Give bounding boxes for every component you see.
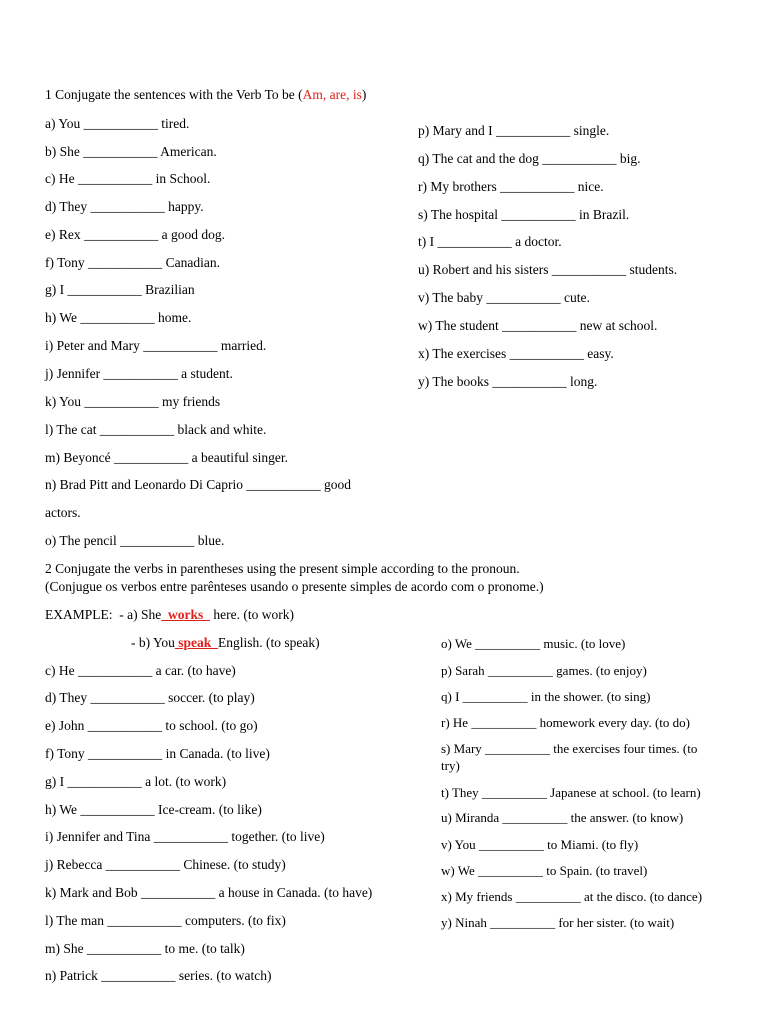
example-a-answer: works bbox=[161, 607, 210, 622]
s1-item-v: v) The baby ___________ cute. bbox=[418, 290, 590, 305]
s1-item-s: s) The hospital ___________ in Brazil. bbox=[418, 207, 630, 222]
s2-item-t: t) They __________ Japanese at school. (to learn) bbox=[441, 785, 701, 800]
section2-subtitle: (Conjugue os verbos entre parênteses usando o presente simples de acordo com o pronome.) bbox=[45, 579, 544, 594]
s2-item-j: j) Rebecca ___________ Chinese. (to study) bbox=[45, 857, 286, 872]
section2-title: 2 Conjugate the verbs in parentheses using the present simple according to the pronoun. bbox=[45, 561, 520, 576]
s2-item-v: v) You __________ to Miami. (to fly) bbox=[441, 837, 639, 852]
s2-item-l: l) The man ___________ computers. (to fix) bbox=[45, 913, 286, 928]
s1-item-i: i) Peter and Mary ___________ married. bbox=[45, 338, 267, 353]
s2-item-n: n) Patrick ___________ series. (to watch) bbox=[45, 968, 272, 983]
s1-item-f: f) Tony ___________ Canadian. bbox=[45, 255, 221, 270]
s2-item-s-continued: try) bbox=[441, 758, 460, 773]
example-a-prefix: - a) She bbox=[119, 607, 162, 622]
example-label: EXAMPLE: bbox=[45, 607, 113, 622]
example-b-suffix: English. (to speak) bbox=[218, 635, 320, 650]
s2-item-g: g) I ___________ a lot. (to work) bbox=[45, 774, 227, 789]
s1-item-y: y) The books ___________ long. bbox=[418, 374, 598, 389]
s2-item-d: d) They ___________ soccer. (to play) bbox=[45, 690, 255, 705]
example-a-suffix: here. (to work) bbox=[210, 607, 294, 622]
s1-item-g: g) I ___________ Brazilian bbox=[45, 282, 195, 297]
section1-title bbox=[45, 87, 366, 103]
s2-item-p: p) Sarah __________ games. (to enjoy) bbox=[441, 663, 647, 678]
s2-item-h: h) We ___________ Ice-cream. (to like) bbox=[45, 802, 262, 817]
s1-item-p: p) Mary and I ___________ single. bbox=[418, 123, 610, 138]
s1-item-k: k) You ___________ my friends bbox=[45, 394, 221, 409]
s2-item-m: m) She ___________ to me. (to talk) bbox=[45, 941, 245, 956]
s1-item-d: d) They ___________ happy. bbox=[45, 199, 204, 214]
s2-item-y: y) Ninah __________ for her sister. (to wait) bbox=[441, 915, 675, 930]
s1-item-j: j) Jennifer ___________ a student. bbox=[45, 366, 233, 381]
s2-item-k: k) Mark and Bob ___________ a house in Canada. (to have) bbox=[45, 885, 373, 900]
section1-title-highlight: Am, are, is bbox=[302, 87, 362, 102]
example-a bbox=[45, 607, 294, 623]
s1-item-e: e) Rex ___________ a good dog. bbox=[45, 227, 225, 242]
s2-item-q: q) I __________ in the shower. (to sing) bbox=[441, 689, 651, 704]
example-b-answer: speak bbox=[174, 635, 219, 650]
s2-item-f: f) Tony ___________ in Canada. (to live) bbox=[45, 746, 270, 761]
s2-item-u: u) Miranda __________ the answer. (to know) bbox=[441, 810, 684, 825]
s1-item-b: b) She ___________ American. bbox=[45, 144, 217, 159]
s2-item-x: x) My friends __________ at the disco. (to dance) bbox=[441, 889, 703, 904]
s1-item-w: w) The student ___________ new at school. bbox=[418, 318, 658, 333]
s2-item-c: c) He ___________ a car. (to have) bbox=[45, 663, 236, 678]
s1-item-m: m) Beyoncé ___________ a beautiful singer. bbox=[45, 450, 288, 465]
example-b-prefix: - b) You bbox=[131, 635, 175, 650]
s1-item-x: x) The exercises ___________ easy. bbox=[418, 346, 614, 361]
s2-item-o: o) We __________ music. (to love) bbox=[441, 636, 626, 651]
s1-item-o: o) The pencil ___________ blue. bbox=[45, 533, 225, 548]
s1-item-a: a) You ___________ tired. bbox=[45, 116, 190, 131]
s1-item-c: c) He ___________ in School. bbox=[45, 171, 211, 186]
s2-item-e: e) John ___________ to school. (to go) bbox=[45, 718, 258, 733]
s1-item-q: q) The cat and the dog ___________ big. bbox=[418, 151, 641, 166]
s1-item-n: n) Brad Pitt and Leonardo Di Caprio ___________ good bbox=[45, 477, 351, 492]
example-b bbox=[131, 635, 320, 651]
section1-title-prefix: 1 Conjugate the sentences with the Verb To be ( bbox=[45, 87, 303, 102]
s1-item-t: t) I ___________ a doctor. bbox=[418, 234, 562, 249]
section1-title-suffix: ) bbox=[361, 87, 367, 102]
s2-item-r: r) He __________ homework every day. (to do) bbox=[441, 715, 690, 730]
s2-item-s: s) Mary __________ the exercises four times. (to bbox=[441, 741, 698, 756]
s1-item-h: h) We ___________ home. bbox=[45, 310, 192, 325]
s1-item-u: u) Robert and his sisters ___________ students. bbox=[418, 262, 678, 277]
s2-item-w: w) We __________ to Spain. (to travel) bbox=[441, 863, 648, 878]
s1-item-n-continued: actors. bbox=[45, 505, 81, 520]
s1-item-r: r) My brothers ___________ nice. bbox=[418, 179, 604, 194]
s1-item-l: l) The cat ___________ black and white. bbox=[45, 422, 267, 437]
s2-item-i: i) Jennifer and Tina ___________ together. (to live) bbox=[45, 829, 325, 844]
